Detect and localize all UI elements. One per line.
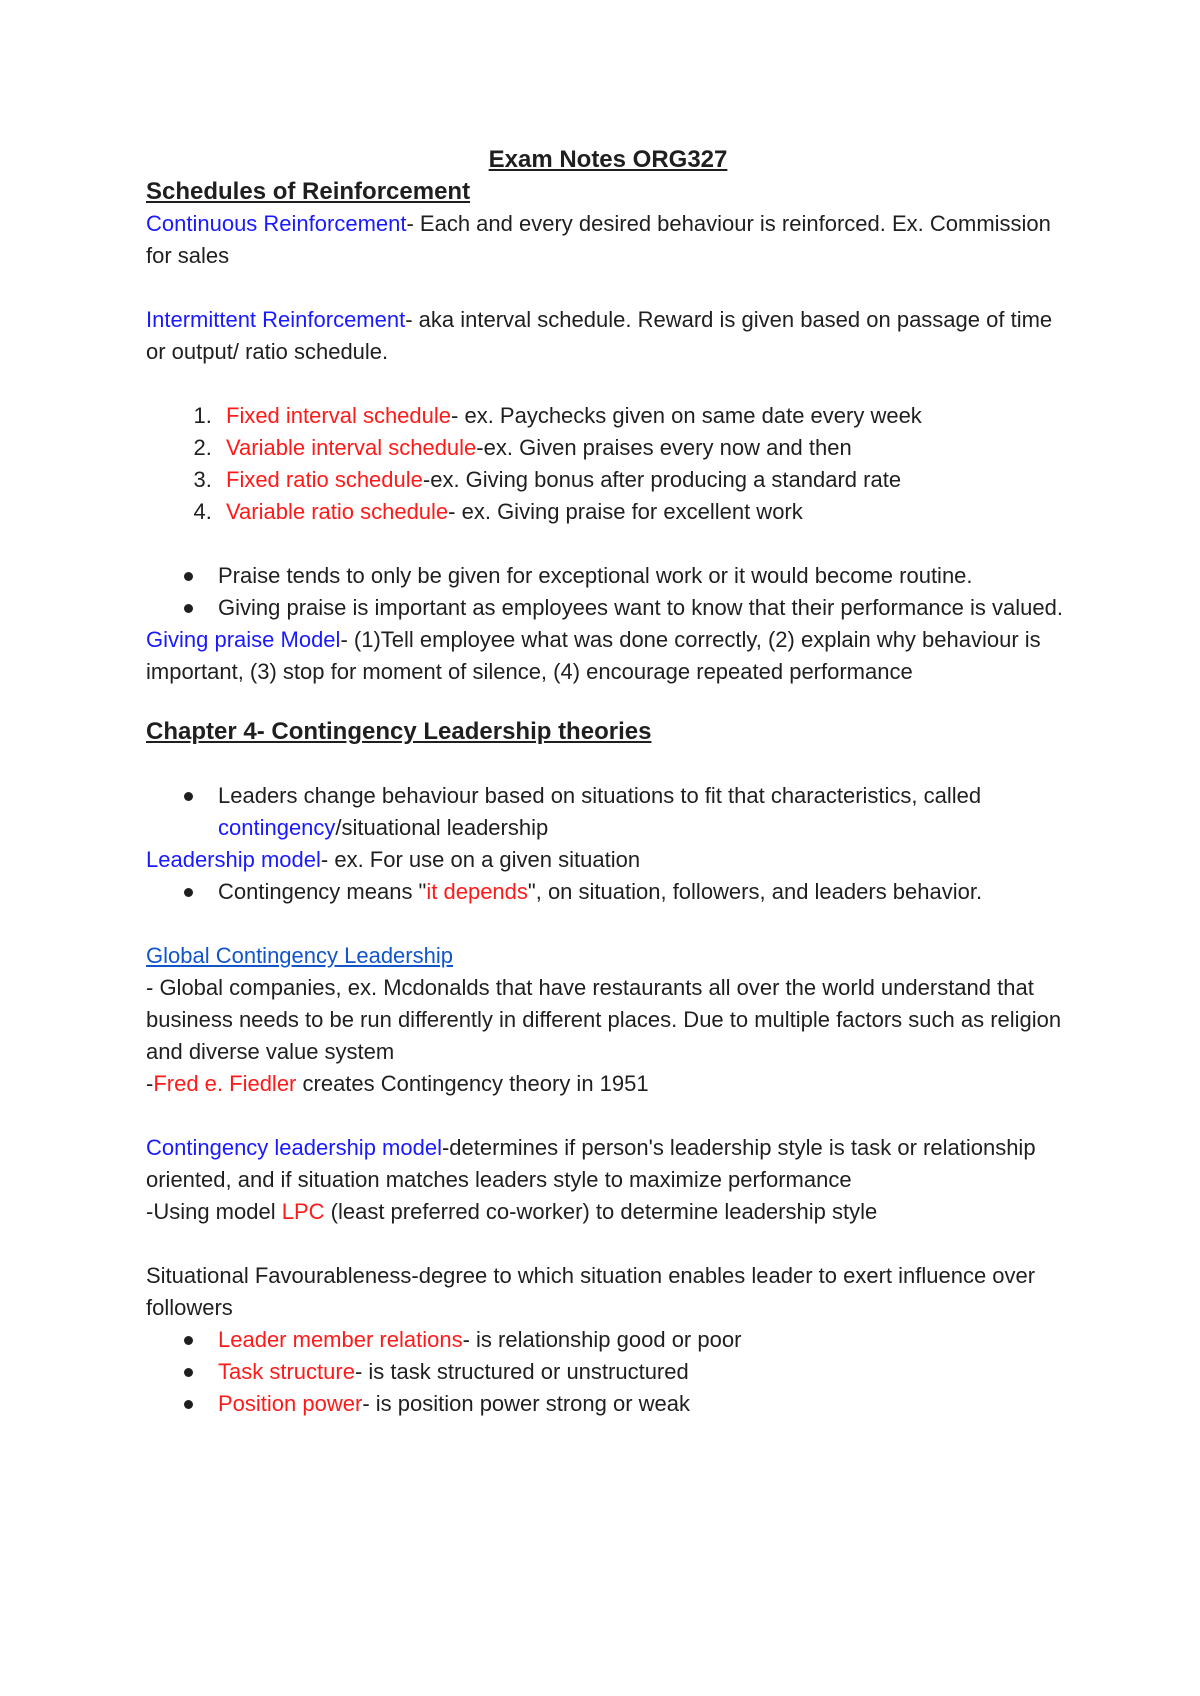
global-text: - Global companies, ex. Mcdonalds that have restaurants all over the world understand that business needs to be run differently in different places. Due to multiple factors such as religion and diverse value system [146,975,1062,1064]
schedule-term: Variable ratio schedule [226,499,449,524]
schedule-text: - ex. Paychecks given on same date every week [451,403,922,428]
list-item [218,592,1070,624]
global-contingency-link-para [146,940,1070,972]
clm-para [146,1132,1070,1196]
bullet-text: Contingency means " [218,879,427,904]
factor-bullet-list [146,1324,1070,1420]
schedule-term: Fixed ratio schedule [226,467,423,492]
factor-term: Position power [218,1391,363,1416]
factor-text: - is relationship good or poor [462,1327,742,1352]
bullet-text: ", on situation, followers, and leaders behavior. [527,879,983,904]
list-item [218,560,1070,592]
lpc-text: (least preferred co-worker) to determine leadership style [324,1199,878,1224]
factor-term: Task structure [218,1359,355,1384]
bullet-text: /situational leadership [335,815,549,840]
schedule-term: Fixed interval schedule [226,403,452,428]
factor-text: - is task structured or unstructured [354,1359,689,1384]
term-lpc: LPC [281,1199,325,1224]
schedule-text: -ex. Given praises every now and then [476,435,852,460]
bullet-icon [184,792,193,801]
list-item [218,1388,1070,1420]
list-item [218,780,1070,844]
bullet-text: Leaders change behaviour based on situations to fit that characteristics, called [218,783,982,808]
list-item [218,464,1070,496]
bullet-icon [184,1368,193,1377]
fiedler-para [146,1068,1070,1100]
bullet-icon [184,1336,193,1345]
lpc-para [146,1196,1070,1228]
page-title: Exam Notes ORG327 [488,146,728,173]
section-heading-chapter4: Chapter 4- Contingency Leadership theories [146,718,652,745]
bullet-icon [184,888,193,897]
schedule-text: -ex. Giving bonus after producing a standard rate [422,467,902,492]
fiedler-text: creates Contingency theory in 1951 [296,1071,649,1096]
contingency-bullet-list-2 [146,876,1070,908]
bullet-icon [184,572,193,581]
lpc-pre: -Using model [146,1199,282,1224]
term-fiedler: Fred e. Fiedler [153,1071,297,1096]
continuous-text: - Each and every desired behaviour is reinforced. Ex. Commission for sales [146,211,1051,268]
contingency-bullet-list-1 [146,780,1070,844]
praise-bullet-list [146,560,1070,624]
term-clm: Contingency leadership model [146,1135,442,1160]
global-contingency-link[interactable]: Global Contingency Leadership [146,943,453,968]
list-item [218,1324,1070,1356]
clm-text: -determines if person's leadership style is task or relationship oriented, and if situation matches leaders style to maximize performance [146,1135,1036,1192]
term-praise-model: Giving praise Model [146,627,341,652]
praise-model-text: - (1)Tell employee what was done correctly, (2) explain why behaviour is important, (3) stop for moment of silence, (4) encourage repeated performance [146,627,1041,684]
bullet-icon [184,604,193,613]
praise-model-para [146,624,1070,688]
intermittent-reinforcement-para [146,304,1070,368]
continuous-reinforcement-para [146,208,1070,272]
list-item [218,496,1070,528]
list-item [218,432,1070,464]
section-heading-reinforcement: Schedules of Reinforcement [146,178,471,205]
schedule-list [146,400,1070,528]
list-item [218,400,1070,432]
term-leadership-model: Leadership model [146,847,321,872]
term-contingency: contingency [218,815,336,840]
intermittent-text: - aka interval schedule. Reward is given based on passage of time or output/ ratio schedule. [146,307,1053,364]
schedule-term: Variable interval schedule [226,435,477,460]
leadership-model-text: - ex. For use on a given situation [320,847,641,872]
factor-text: - is position power strong or weak [362,1391,691,1416]
schedule-text: - ex. Giving praise for excellent work [448,499,803,524]
factor-term: Leader member relations [218,1327,463,1352]
leadership-model-para [146,844,1070,876]
list-item [218,876,1070,908]
term-continuous: Continuous Reinforcement [146,211,407,236]
favourableness-para: Situational Favourableness-degree to which situation enables leader to exert influence over followers [146,1263,1036,1320]
bullet-icon [184,1400,193,1409]
fiedler-pre: - [146,1071,154,1096]
list-item [218,1356,1070,1388]
term-it-depends: it depends [426,879,528,904]
bullet-text: Praise tends to only be given for exceptional work or it would become routine. [218,563,973,588]
term-intermittent: Intermittent Reinforcement [146,307,406,332]
bullet-text: Giving praise is important as employees want to know that their performance is valued. [218,595,1063,620]
